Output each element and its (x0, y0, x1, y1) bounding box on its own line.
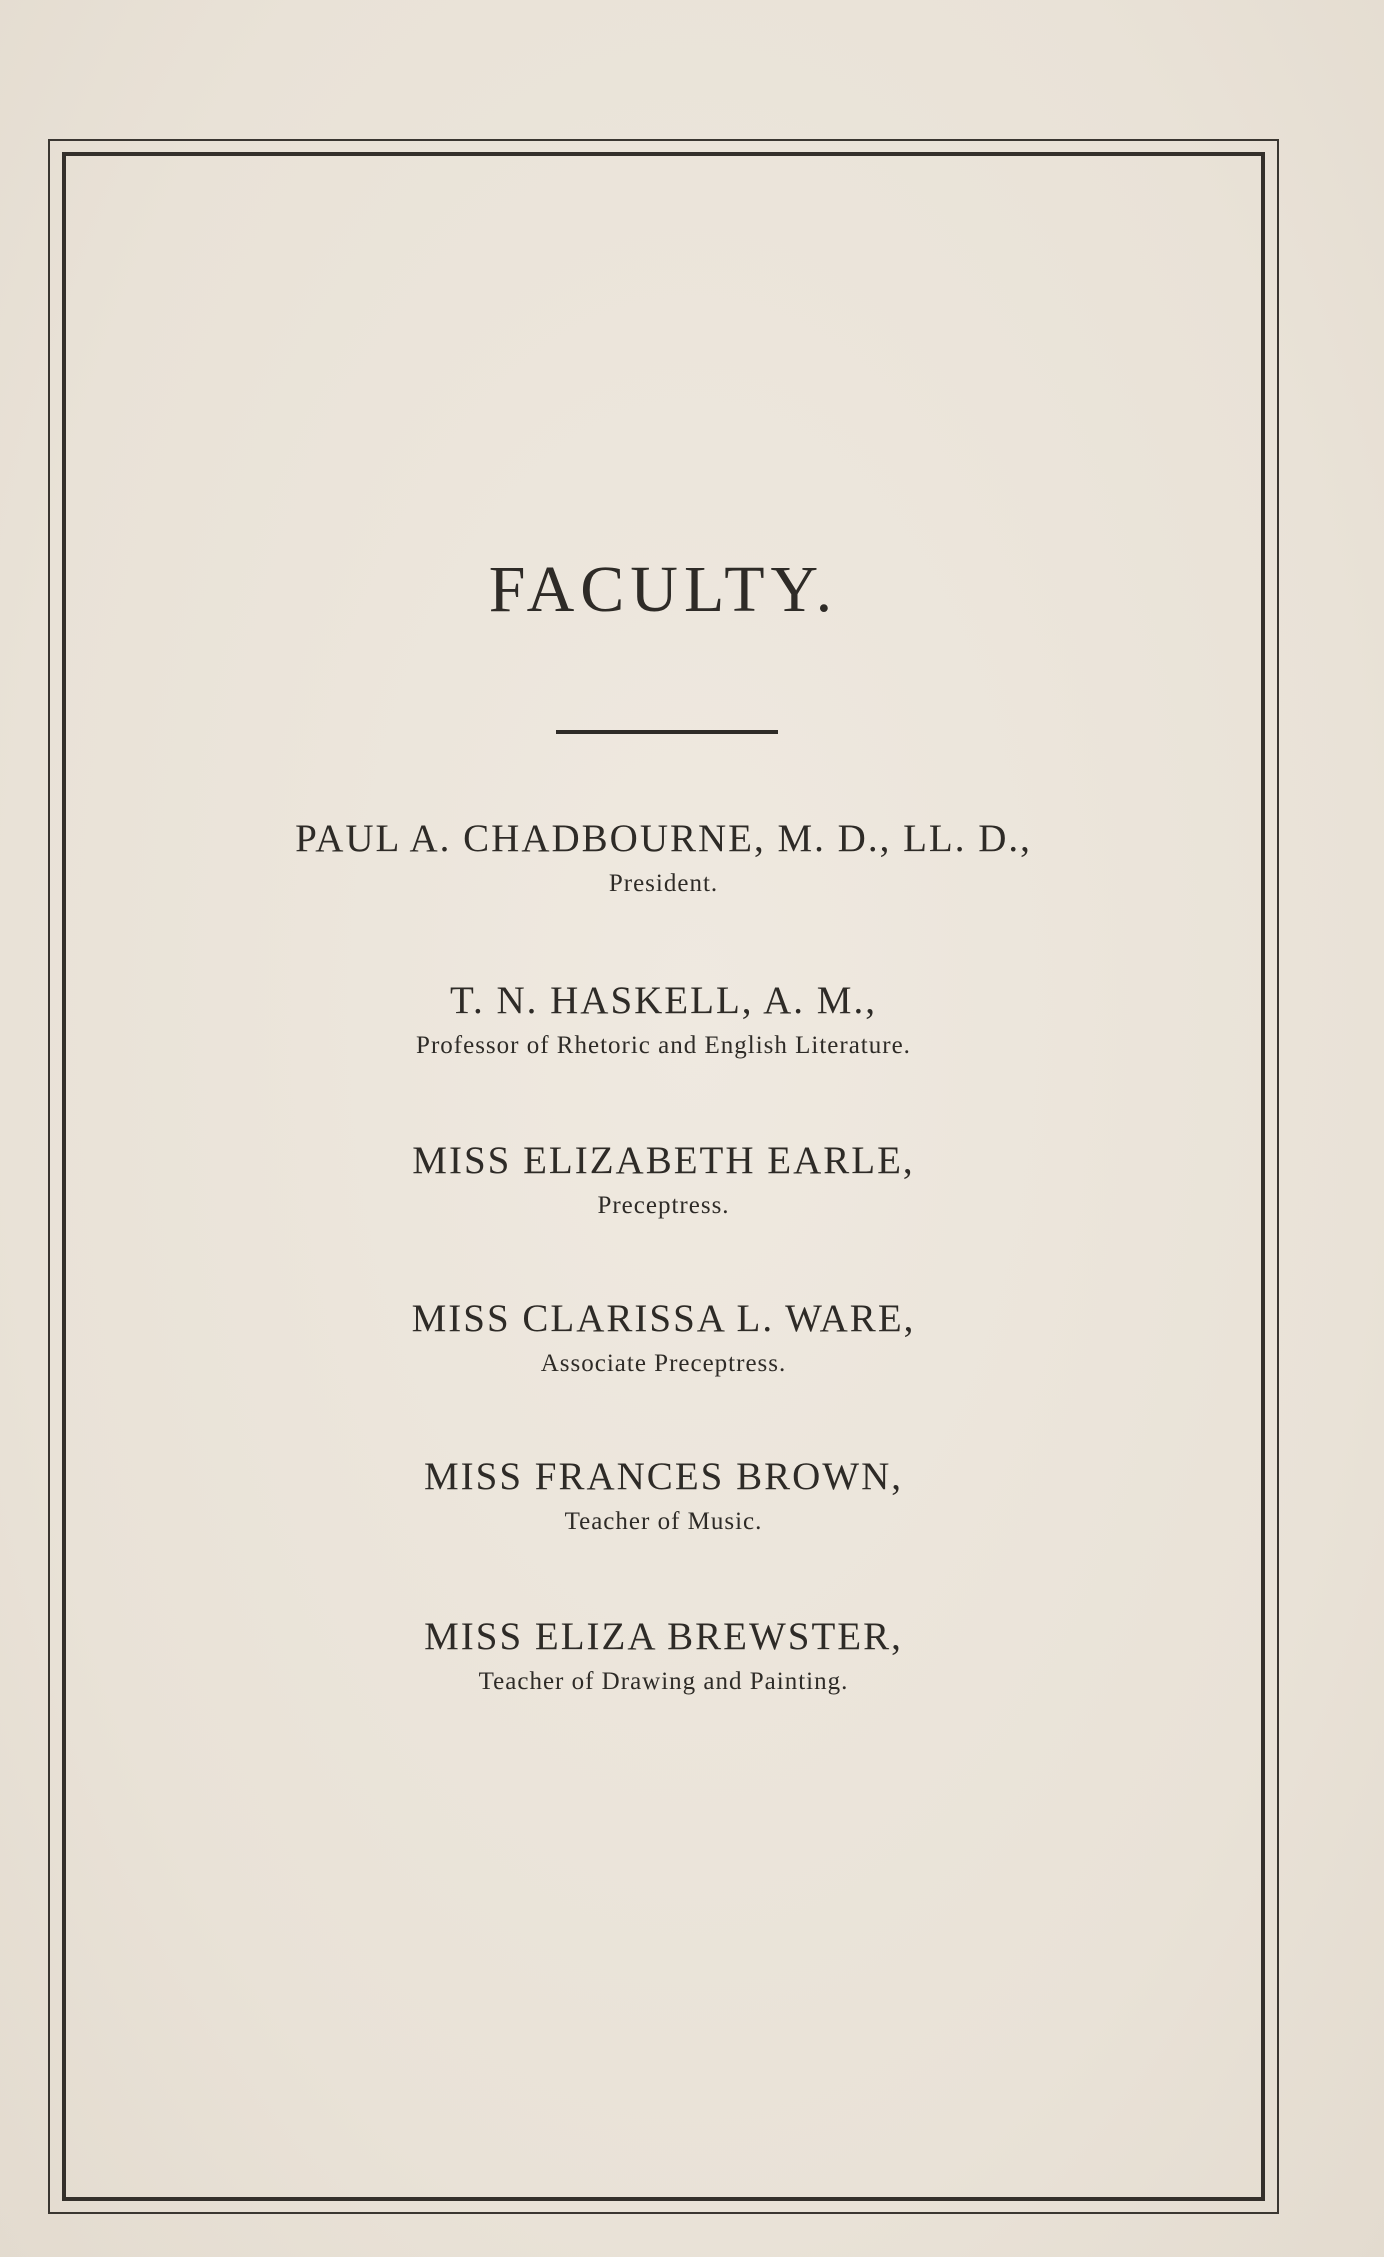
faculty-entry (62, 1138, 1265, 1222)
faculty-entry (62, 1454, 1265, 1538)
faculty-entry (62, 1296, 1265, 1380)
faculty-entry (62, 1614, 1265, 1698)
faculty-role: President. (608, 870, 719, 897)
faculty-name: T. N. HASKELL, A. M., (450, 979, 877, 1022)
page-title: FACULTY. (488, 553, 839, 626)
title-rule (556, 730, 778, 734)
faculty-role: Preceptress. (597, 1192, 730, 1219)
faculty-name: PAUL A. CHADBOURNE, M. D., LL. D., (295, 817, 1032, 860)
faculty-entry (62, 978, 1265, 1062)
faculty-name: MISS CLARISSA L. WARE, (411, 1297, 916, 1340)
faculty-name: MISS ELIZABETH EARLE, (412, 1139, 915, 1182)
faculty-entry (62, 816, 1265, 900)
faculty-role: Teacher of Drawing and Painting. (478, 1668, 849, 1695)
faculty-name: MISS FRANCES BROWN, (423, 1455, 904, 1498)
page-content (62, 152, 1265, 2201)
faculty-role: Teacher of Music. (564, 1508, 763, 1535)
faculty-role: Associate Preceptress. (540, 1350, 787, 1377)
faculty-role: Professor of Rhetoric and English Literature. (416, 1032, 911, 1059)
faculty-name: MISS ELIZA BREWSTER, (424, 1615, 903, 1658)
